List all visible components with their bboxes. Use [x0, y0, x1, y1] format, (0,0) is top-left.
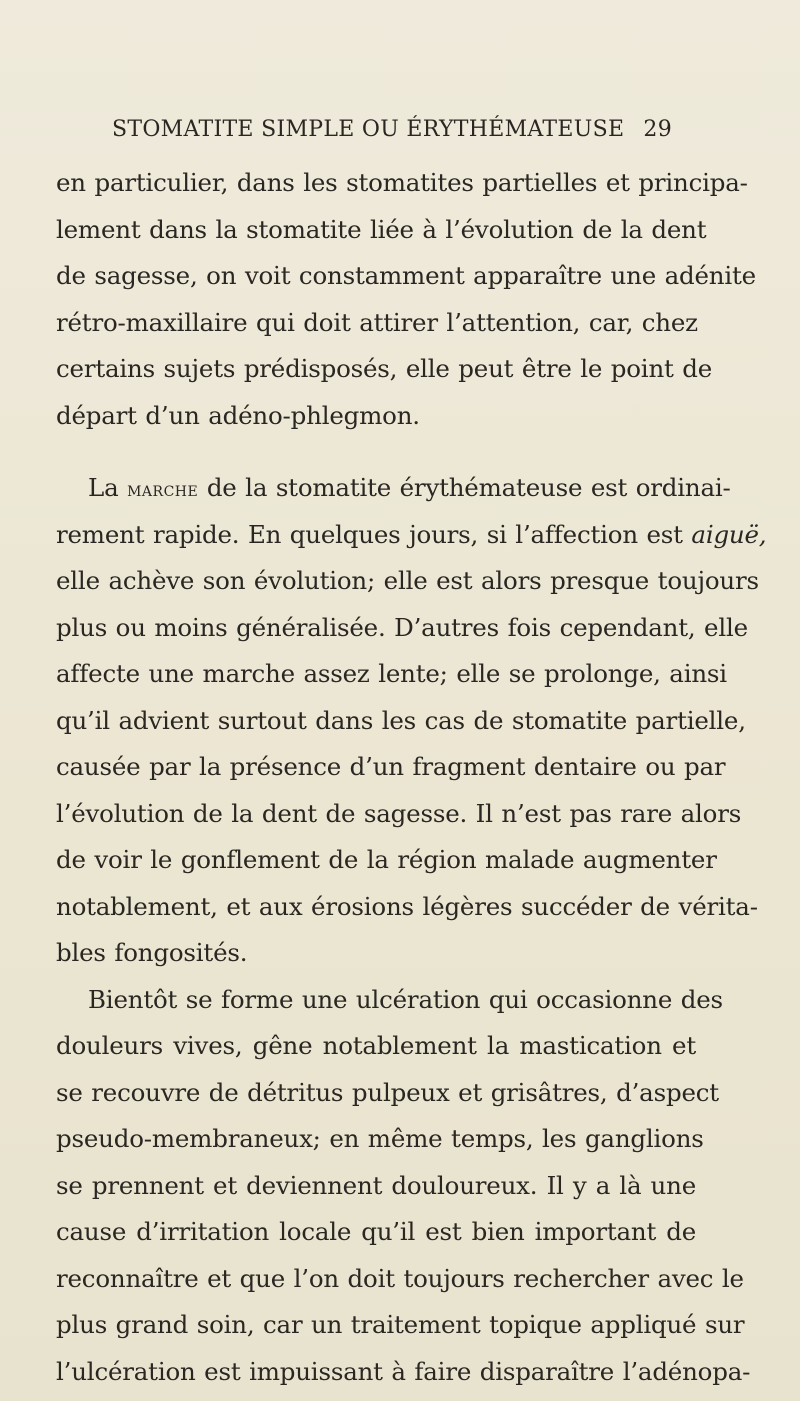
text-line: causée par la présence d’un fragment dentaire ou par: [56, 752, 726, 781]
text-line: l’ulcération est impuissant à faire disparaître l’adénopa-: [56, 1356, 751, 1386]
smallcaps-term: marche: [127, 477, 199, 501]
text-line: reconnaître et que l’on doit toujours rechercher avec le: [56, 1263, 744, 1293]
text-line: bles fongosités.: [56, 938, 248, 967]
text-line: l’évolution de la dent de sagesse. Il n’est pas rare alors: [56, 798, 742, 828]
text-line: elle achève son évolution; elle est alors presque toujours: [56, 566, 759, 595]
text-line: de sagesse, on voit constamment apparaître une adénite: [56, 261, 756, 290]
paragraph-1: [56, 160, 756, 439]
text-line: lement dans la stomatite liée à l’évolution de la dent: [56, 214, 707, 244]
text-line: [56, 512, 767, 559]
page-number: 29: [643, 117, 672, 142]
text-line: rétro-maxillaire qui doit attirer l’attention, car, chez: [56, 307, 698, 337]
body-text: [56, 160, 767, 1395]
text-line: se prennent et deviennent douloureux. Il y a là une: [56, 1170, 696, 1200]
text-line: pseudo-membraneux; en même temps, les ganglions: [56, 1124, 704, 1153]
text-line: notablement, et aux érosions légères succéder de vérita-: [56, 891, 758, 921]
text-line: départ d’un adéno-phlegmon.: [56, 400, 420, 430]
text-line: affecte une marche assez lente; elle se prolonge, ainsi: [56, 659, 727, 688]
text-line: en particulier, dans les stomatites partielles et principa-: [56, 168, 748, 197]
line-end: de la stomatite érythémateuse est ordinai-: [206, 473, 731, 502]
running-head-title: STOMATITE SIMPLE OU ÉRYTHÉMATEUSE: [112, 117, 625, 142]
text-line: plus grand soin, car un traitement topique appliqué sur: [56, 1310, 745, 1339]
text-line: Bientôt se forme une ulcération qui occasionne des: [88, 984, 723, 1014]
text-line: cause d’irritation locale qu’il est bien important de: [56, 1217, 696, 1246]
paragraph-gap: [56, 439, 696, 465]
line-start: La: [88, 473, 119, 502]
text-line: qu’il advient surtout dans les cas de stomatite partielle,: [56, 705, 746, 735]
paragraph-2: [56, 465, 767, 977]
text-line: certains sujets prédisposés, elle peut être le point de: [56, 354, 713, 383]
text-line: douleurs vives, gêne notablement la mastication et: [56, 1031, 696, 1060]
italic-term: aiguë,: [691, 519, 767, 549]
line-start: rement rapide. En quelques jours, si l’affection est: [56, 519, 683, 549]
text-line: se recouvre de détritus pulpeux et grisâtres, d’aspect: [56, 1077, 719, 1107]
paragraph-3: [56, 977, 751, 1396]
text-line: [56, 465, 731, 512]
text-line: plus ou moins généralisée. D’autres fois cependant, elle: [56, 612, 748, 642]
text-line: de voir le gonflement de la région malade augmenter: [56, 845, 717, 874]
running-head: [112, 117, 672, 149]
